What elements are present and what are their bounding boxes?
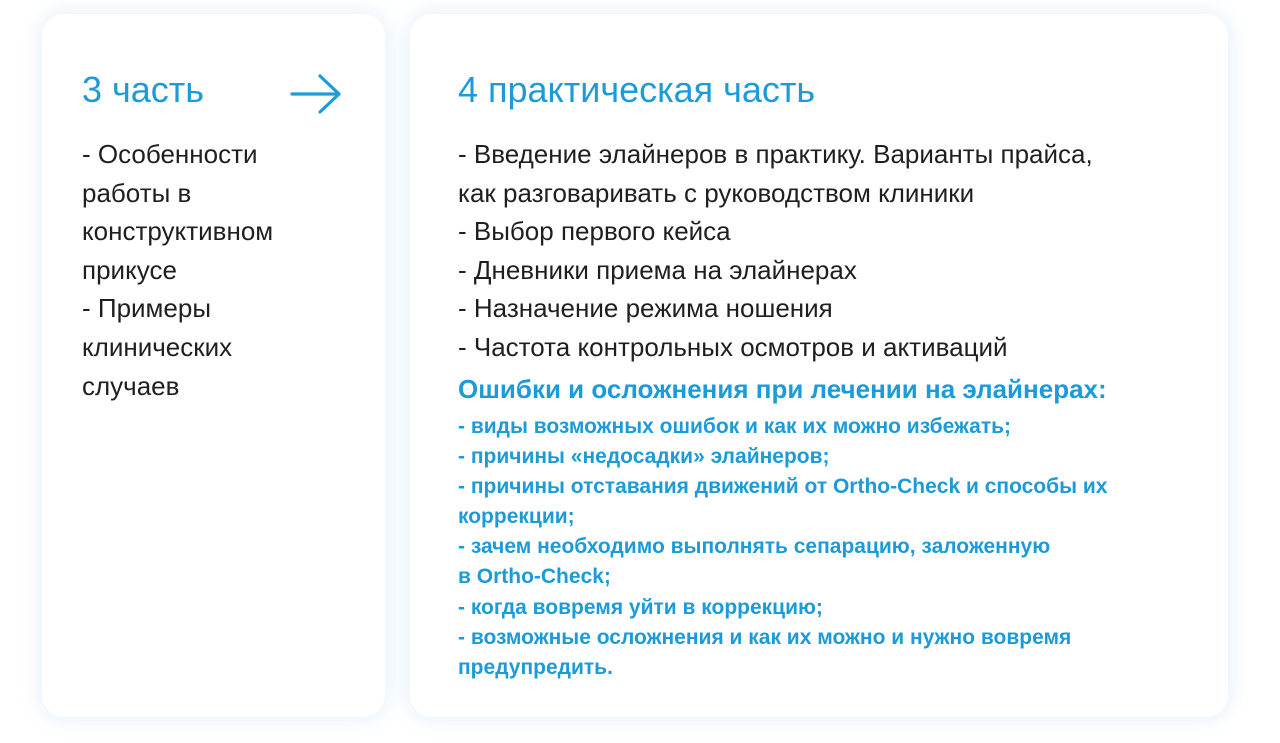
part3-topic-line: конструктивном bbox=[82, 216, 274, 247]
part3-title: 3 часть bbox=[82, 69, 205, 110]
part3-topic-line: клинических bbox=[82, 331, 233, 362]
part3-card bbox=[42, 14, 385, 717]
errors-heading: Ошибки и осложнения при лечении на элайнерах: bbox=[458, 374, 1107, 404]
errors-list-item: - возможные осложнения и как их можно и нужно вовремя bbox=[458, 625, 1072, 649]
part4-topic-line: - Частота контрольных осмотров и активаций bbox=[458, 331, 1008, 362]
errors-list bbox=[458, 412, 1218, 683]
arrow-right-icon bbox=[290, 72, 344, 116]
part4-card bbox=[410, 14, 1228, 717]
part4-topic-line: - Выбор первого кейса bbox=[458, 216, 731, 247]
part4-topic-line: - Дневники приема на элайнерах bbox=[458, 254, 857, 285]
part3-topic-line: случаев bbox=[82, 370, 180, 401]
errors-list-item: коррекции; bbox=[458, 505, 575, 529]
errors-list-item: - причины «недосадки» элайнеров; bbox=[458, 445, 830, 469]
errors-list-item: - когда вовремя уйти в коррекцию; bbox=[458, 595, 823, 619]
part4-topics bbox=[458, 135, 1218, 367]
errors-list-item: - виды возможных ошибок и как их можно избежать; bbox=[458, 415, 1012, 438]
part3-topic-line: прикусе bbox=[82, 254, 177, 285]
errors-list-item: - причины отставания движений от Ortho-Check и способы их bbox=[458, 475, 1108, 499]
part4-topic-line: - Назначение режима ношения bbox=[458, 293, 833, 324]
part4-topic-line: - Введение элайнеров в практику. Варианты прайса, bbox=[458, 139, 1093, 169]
part4-title: 4 практическая часть bbox=[458, 69, 816, 110]
part3-topic-line: - Примеры bbox=[82, 293, 212, 324]
errors-list-item: - зачем необходимо выполнять сепарацию, заложенную bbox=[458, 535, 1051, 559]
part3-topic-line: - Особенности bbox=[82, 139, 258, 169]
errors-list-item: в Ortho-Check; bbox=[458, 565, 611, 589]
part3-topic-line: работы в bbox=[82, 177, 192, 208]
errors-list-item: предупредить. bbox=[458, 655, 613, 679]
part4-topic-line: как разговаривать с руководством клиники bbox=[458, 177, 975, 208]
part3-topics bbox=[82, 135, 362, 405]
